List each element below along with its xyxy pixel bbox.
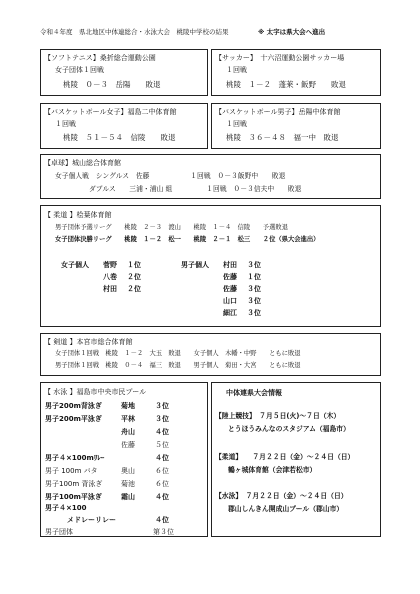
relay-place: ４位 <box>155 516 169 524</box>
soccer-result: 桃陵 １－２ 蓬莱・飯野 敗退 <box>226 80 346 89</box>
basketball-boys-result: 桃陵 ３６－４８ 福一中 敗退 <box>226 133 339 142</box>
list-item: 菅野 １位 <box>103 261 141 269</box>
swim-place: ４位 <box>155 454 169 462</box>
basketball-boys-round: １回戦 <box>226 120 247 128</box>
table-tennis-doubles: ダブルス 三浦・浦山 組 １回戦 ０－３信夫中 敗退 <box>89 185 302 193</box>
prefectural-info-heading: 中体連県大会情報 <box>226 389 282 397</box>
relay-title-line1: 男子４×100 <box>45 504 87 512</box>
kendo-section <box>40 333 381 376</box>
swim-swimmer: 平林 <box>121 415 135 423</box>
swim-event: 男子100m平泳ぎ <box>45 493 102 501</box>
swim-result-row <box>45 453 205 466</box>
judo-girls-individual-label: 女子個人 <box>61 261 89 269</box>
kentai-item-3-title: 【水泳】 ７月２２日（金）～２４日（日） <box>215 492 348 500</box>
list-item: 村田 ２位 <box>103 285 141 293</box>
list-item: 佐藤 １位 <box>223 273 261 281</box>
legend-note: ※ 太字は県大会へ進出 <box>258 28 326 36</box>
swim-event: 男子４×100mﾘﾚｰ <box>45 454 105 462</box>
list-item: 佐藤 ３位 <box>223 285 261 293</box>
page-title: 令和４年度 県北地区中体連総合・水泳大会 桃陵中学校の結果 <box>40 28 229 36</box>
swim-result-row <box>45 414 205 427</box>
kentai-item-3-venue: 郡山しんきん開成山プール（郡山市） <box>228 505 344 513</box>
prefectural-info-section <box>211 382 381 537</box>
table-tennis-singles: 女子個人戦 シングルス 佐藤 １回戦 ０－３飯野中 敗退 <box>55 172 286 180</box>
list-item: 八巻 ２位 <box>103 273 141 281</box>
basketball-girls-result: 桃陵 ５１－５４ 信陵 敗退 <box>63 133 176 142</box>
swim-result-row <box>45 440 205 453</box>
list-item: 細江 ３位 <box>223 309 261 317</box>
soft-tennis-result: 桃陵 ０－３ 岳陽 敗退 <box>63 80 161 89</box>
soccer-section <box>211 49 381 96</box>
swim-result-row <box>45 466 205 479</box>
swim-place: ６位 <box>155 467 169 475</box>
swim-event: 男子100m 背泳ぎ <box>45 480 103 488</box>
kendo-boys: 男子団体１回戦 桃陵 ０－４ 福三 敗退 男子個人 菊田・大宮 ともに敗退 <box>55 362 301 369</box>
judo-boys-list <box>223 261 261 322</box>
relay-title-line2: メドレーリレー <box>67 516 116 524</box>
swim-swimmer: 佐藤 <box>121 441 135 449</box>
soft-tennis-round: 女子団体１回戦 <box>55 66 104 74</box>
basketball-boys-heading: 【バスケットボール男子】岳陽中体育館 <box>215 108 341 116</box>
swim-place: ４位 <box>155 493 169 501</box>
kentai-item-1-title: 【陸上競技】 ７月５日(火)～７日（木） <box>215 412 341 420</box>
basketball-girls-heading: 【バスケットボール女子】福島二中体育館 <box>44 108 177 116</box>
swim-place: ５位 <box>155 441 169 449</box>
swim-event: 男子 100m バタ <box>45 467 98 475</box>
judo-boys-individual-label: 男子個人 <box>181 261 209 269</box>
kentai-item-2-venue: 鶴ヶ城体育館（会津若松市） <box>228 466 317 474</box>
swim-swimmer: 菊池 <box>121 480 135 488</box>
swim-place: ３位 <box>155 402 169 410</box>
swim-result-row <box>45 427 205 440</box>
kentai-item-2-title: 【柔道】 ７月２２日（金）～２４日（日） <box>215 453 355 461</box>
basketball-girls-section <box>40 103 208 149</box>
swim-swimmer: 菊地 <box>121 402 135 410</box>
team-place: 第３位 <box>153 528 174 536</box>
swimming-results <box>45 401 205 505</box>
soccer-round: １回戦 <box>226 66 247 74</box>
swim-swimmer: 奥山 <box>121 467 135 475</box>
swim-place: ６位 <box>155 480 169 488</box>
basketball-girls-round: １回戦 <box>55 120 76 128</box>
swim-swimmer: 舟山 <box>121 428 135 436</box>
soft-tennis-section <box>40 49 208 96</box>
judo-section <box>40 205 381 327</box>
list-item: 村田 ３位 <box>223 261 261 269</box>
swim-place: ３位 <box>155 415 169 423</box>
kendo-girls: 女子団体１回戦 桃陵 １－２ 大玉 敗退 女子個人 木幡・中野 ともに敗退 <box>55 350 301 357</box>
kentai-item-1-venue: とうほうみんなのスタジアム（福島市） <box>228 425 350 433</box>
judo-girls-list <box>103 261 141 298</box>
team-label: 男子団体 <box>45 528 73 536</box>
swim-event: 男子200m平泳ぎ <box>45 415 102 423</box>
judo-boys-team: 男子団体予選リーグ 桃陵 ２－３ 渡山 桃陵 １－４ 信陵 予選敗退 <box>55 224 288 231</box>
judo-girls-team: 女子団体決勝リーグ 桃陵 １－２ 松一 桃陵 ２－１ 松三 ２位（県大会進出） <box>55 236 320 243</box>
kendo-heading: 【 剣道 】本宮市総合体育館 <box>44 338 133 346</box>
soccer-heading: 【サッカー】 十六沼運動公園サッカー場 <box>215 54 345 62</box>
swimming-section <box>40 382 208 537</box>
judo-heading: 【 柔道 】桧葉体育館 <box>44 211 112 219</box>
swim-swimmer: 霜山 <box>121 493 135 501</box>
swim-place: ４位 <box>155 428 169 436</box>
table-tennis-section <box>40 154 381 199</box>
swim-event: 男子200m背泳ぎ <box>45 402 102 410</box>
swim-result-row <box>45 479 205 492</box>
basketball-boys-section <box>211 103 381 149</box>
swimming-heading: 【 水泳 】福島市中央市民プール <box>44 388 147 396</box>
soft-tennis-heading: 【ソフトテニス】桑折総合運動公園 <box>44 54 156 62</box>
swim-result-row <box>45 401 205 414</box>
list-item: 山口 ３位 <box>223 297 261 305</box>
table-tennis-heading: 【卓球】城山総合体育館 <box>44 159 121 167</box>
